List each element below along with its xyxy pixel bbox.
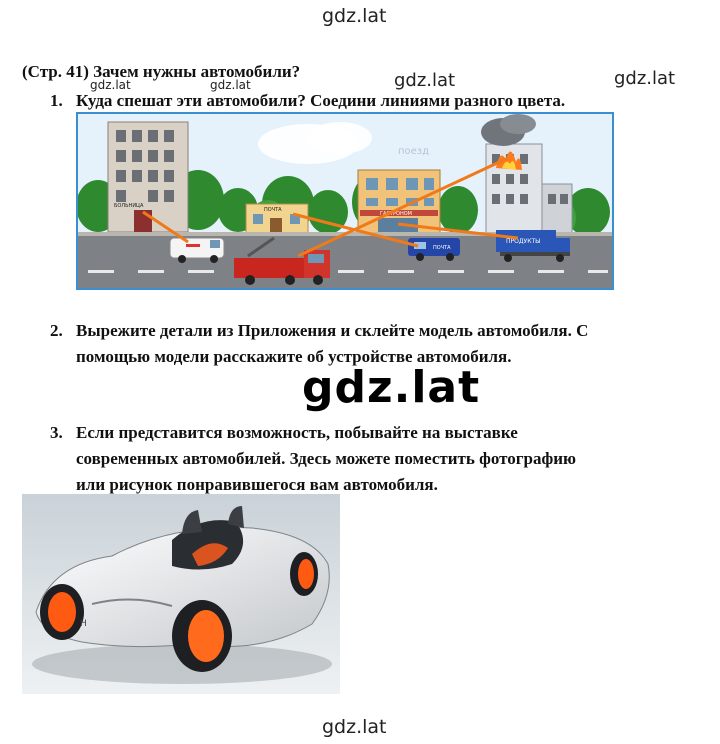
task-text-line: Если представится возможность, побывайте на выставке — [76, 423, 518, 442]
post-office-building — [246, 204, 308, 234]
products-sign: ПРОДУКТЫ — [506, 238, 541, 245]
task-number: 2. — [50, 321, 63, 340]
grocery-sign: ГАСТРОНОМ — [380, 211, 412, 217]
watermark-big: gdz.lat — [302, 362, 481, 413]
watermark-small: gdz.lat — [210, 78, 251, 92]
watermark-bottom: gdz.lat — [322, 716, 387, 738]
task-text-line: или рисунок понравившегося вам автомобиля. — [76, 475, 438, 494]
task-text-line: помощью модели расскажите об устройстве автомобиля. — [76, 347, 512, 366]
task-number: 1. — [50, 91, 63, 110]
task-text-line: Вырежите детали из Приложения и склейте модель автомобиля. С — [76, 321, 589, 340]
task-1 — [50, 88, 690, 114]
watermark-mid: gdz.lat — [614, 68, 676, 89]
watermark-small: gdz.lat — [90, 78, 131, 92]
watermark-top: gdz.lat — [322, 5, 387, 27]
task-text-line: современных автомобилей. Здесь можете поместить фотографию — [76, 449, 577, 468]
page-header: (Стр. 41) Зачем нужны автомобили? — [22, 62, 301, 81]
mail-van-sign: ПОЧТА — [433, 245, 451, 251]
concept-car-photo — [22, 494, 340, 694]
car-badge: H — [80, 619, 87, 629]
bg-sign: поезд — [398, 146, 430, 157]
post-sign: ПОЧТА — [264, 207, 282, 213]
task-number: 3. — [50, 423, 63, 442]
city-street-illustration — [76, 112, 614, 290]
task-text: Куда спешат эти автомобили? Соедини линиями разного цвета. — [76, 91, 566, 110]
hospital-sign: БОЛЬНИЦА — [114, 203, 144, 209]
task-3 — [50, 420, 710, 498]
watermark-mid: gdz.lat — [394, 70, 456, 91]
